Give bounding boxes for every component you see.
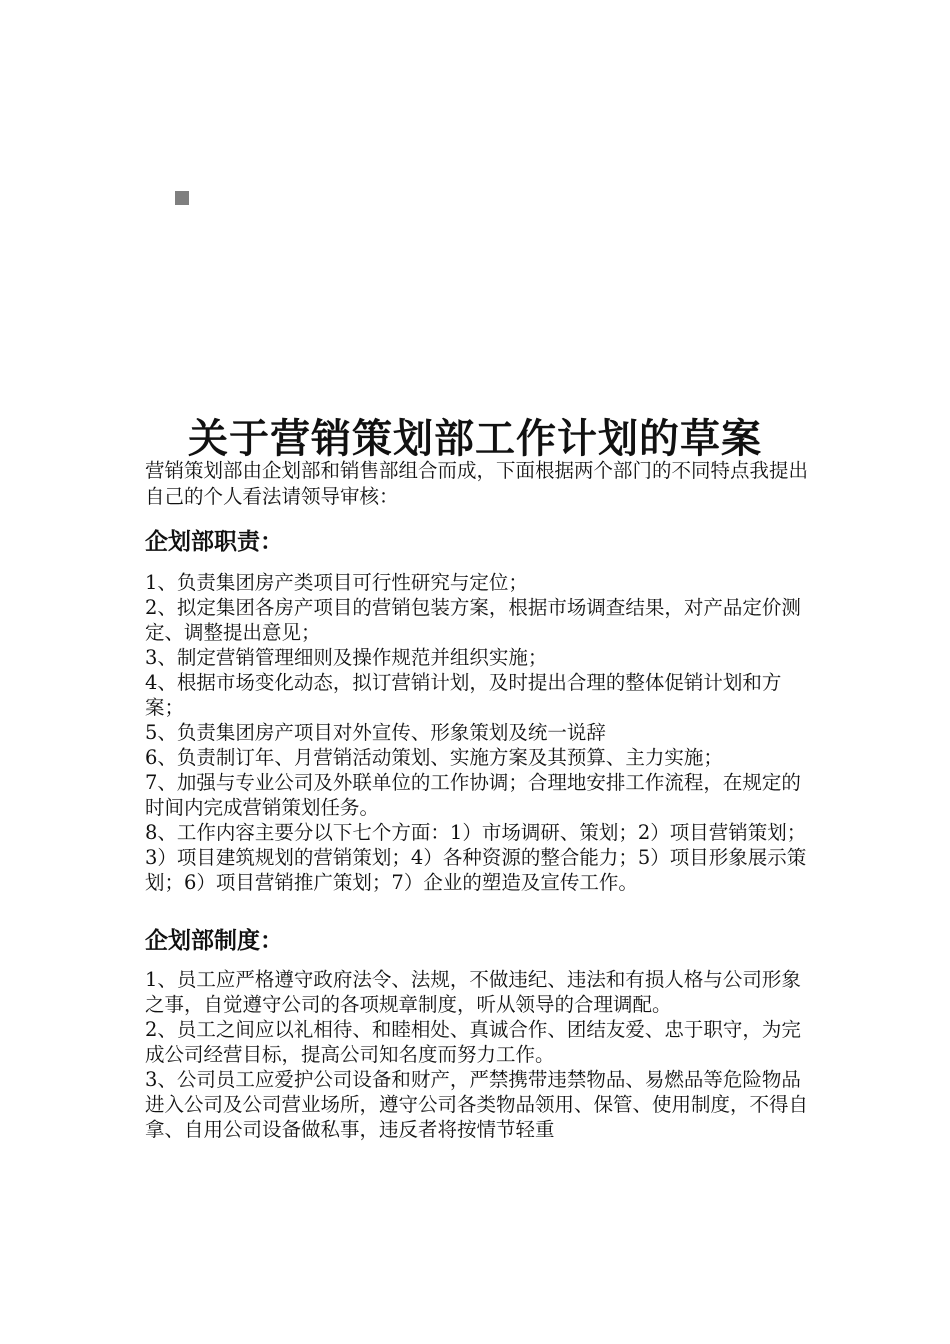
list-item: 2、拟定集团各房产项目的营销包装方案，根据市场调查结果，对产品定价测定、调整提出意见；: [145, 596, 801, 644]
list-item: 1、负责集团房产类项目可行性研究与定位；: [145, 571, 528, 594]
responsibilities-list: [145, 570, 810, 895]
list-item: 1、员工应严格遵守政府法令、法规，不做违纪、违法和有损人格与公司形象之事，自觉遵守公司的各项规章制度，听从领导的合理调配。: [145, 968, 801, 1016]
list-item: 8、工作内容主要分以下七个方面：1）市场调研、策划；2）项目营销策划；3）项目建筑规划的营销策划；4）各种资源的整合能力；5）项目形象展示策划；6）项目营销推广策划；7）企业的塑造及宣传工作。: [145, 821, 807, 894]
list-item: 3、制定营销管理细则及操作规范并组织实施；: [145, 646, 548, 669]
list-item: 4、根据市场变化动态，拟订营销计划，及时提出合理的整体促销计划和方案；: [145, 671, 782, 719]
list-item: 2、员工之间应以礼相待、和睦相处、真诚合作、团结友爱、忠于职守，为完成公司经营目标，提高公司知名度而努力工作。: [145, 1018, 801, 1066]
list-item: 5、负责集团房产项目对外宣传、形象策划及统一说辞: [145, 721, 606, 744]
list-item: 3、公司员工应爱护公司设备和财产，严禁携带违禁物品、易燃品等危险物品进入公司及公司营业场所，遵守公司各类物品领用、保管、使用制度，不得自拿、自用公司设备做私事，违反者将按情节轻重: [145, 1068, 809, 1141]
list-item: 7、加强与专业公司及外联单位的工作协调；合理地安排工作流程，在规定的时间内完成营销策划任务。: [145, 771, 801, 819]
section-heading-responsibilities: 企划部职责：: [145, 528, 283, 555]
page-title: 关于营销策划部工作计划的草案: [188, 414, 762, 462]
intro-paragraph: 营销策划部由企划部和销售部组合而成，下面根据两个部门的不同特点我提出自己的个人看法请领导审核：: [145, 459, 809, 508]
document-body: [145, 458, 810, 1142]
section-heading-rules: 企划部制度：: [145, 927, 283, 954]
list-item: 6、负责制订年、月营销活动策划、实施方案及其预算、主力实施；: [145, 746, 723, 769]
square-bullet-icon: [175, 191, 189, 205]
rules-list: [145, 967, 810, 1142]
